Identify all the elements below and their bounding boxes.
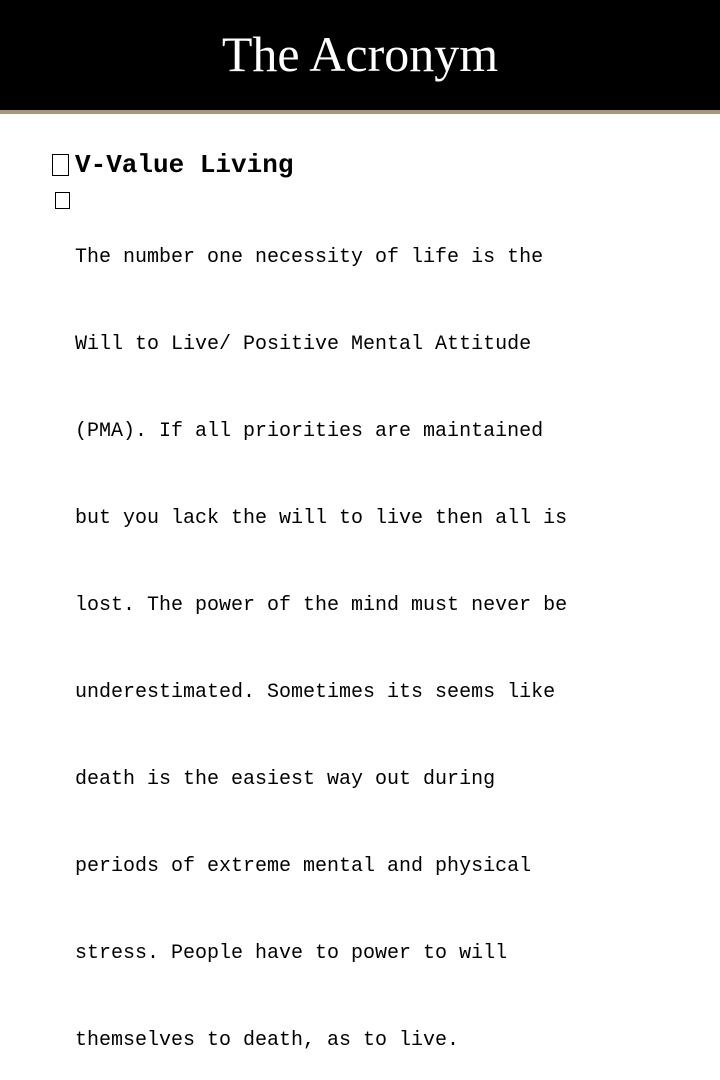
body-line: lost. The power of the mind must never be — [75, 594, 568, 617]
body-paragraph — [75, 185, 715, 1080]
hollow-square-bullet-icon — [55, 192, 70, 209]
body-line: but you lack the will to live then all is — [75, 507, 568, 530]
section-heading: V-Value Living — [75, 150, 294, 180]
hollow-square-bullet-icon — [52, 154, 69, 176]
body-line: themselves to death, as to live. — [75, 1029, 460, 1052]
body-line: (PMA). If all priorities are maintained — [75, 420, 544, 443]
title-divider — [0, 110, 720, 114]
slide-title: The Acronym — [221, 26, 499, 82]
body-line: death is the easiest way out during — [75, 768, 496, 791]
body-line: underestimated. Sometimes its seems like — [75, 681, 556, 704]
body-line: stress. People have to power to will — [75, 942, 508, 965]
heading-bullet-row — [52, 150, 293, 180]
body-line: Will to Live/ Positive Mental Attitude — [75, 333, 532, 356]
body-line: periods of extreme mental and physical — [75, 855, 532, 878]
body-line: The number one necessity of life is the — [75, 246, 544, 269]
